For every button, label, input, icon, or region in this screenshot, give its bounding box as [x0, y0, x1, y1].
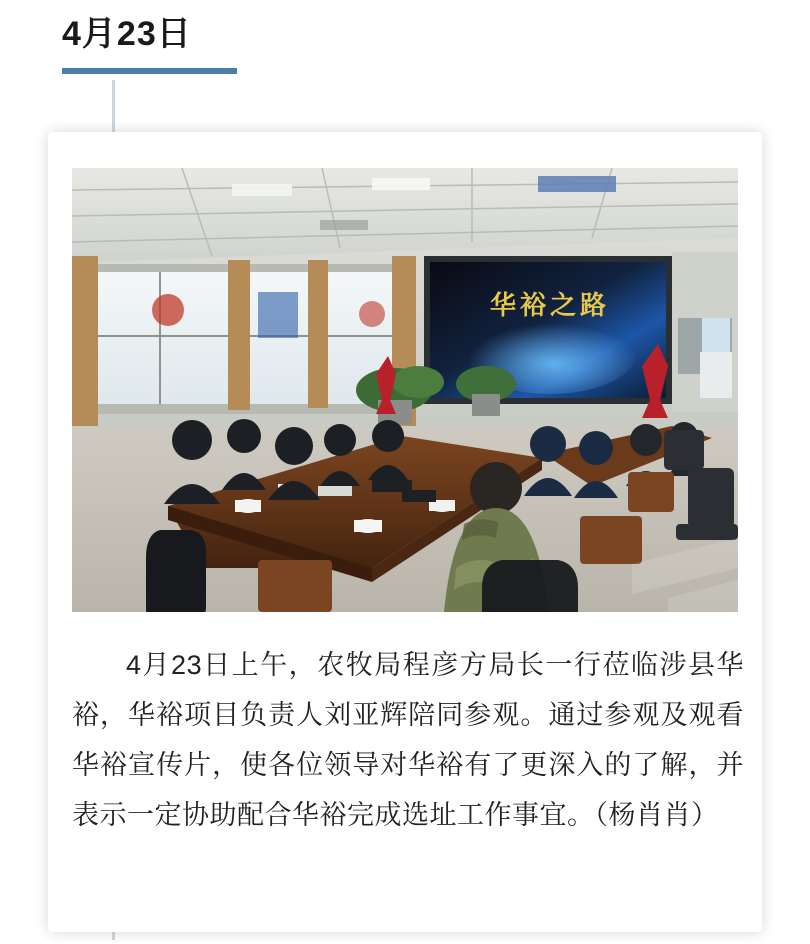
article-card [48, 132, 762, 932]
article-body: 4月23日上午，农牧局程彦方局长一行莅临涉县华裕，华裕项目负责人刘亚辉陪同参观。通过参观及观看华裕宣传片，使各位领导对华裕有了更深入的了解，并表示一定协助配合华裕完成选址工作事宜。（杨肖肖） [72, 650, 744, 830]
meeting-room-photo [72, 168, 738, 612]
photo-illustration [72, 168, 738, 612]
date-header [62, 8, 362, 74]
page-title: 4月23日 [62, 15, 192, 53]
svg-text:华裕之路: 华裕之路 [489, 291, 611, 321]
title-underline [62, 68, 237, 74]
